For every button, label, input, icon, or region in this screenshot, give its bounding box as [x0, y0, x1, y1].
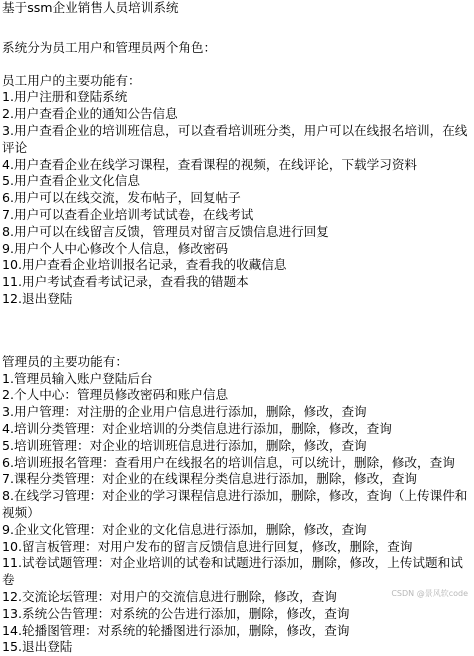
spacer: [2, 308, 472, 354]
admin-feature-item: 1.管理员输入账户登陆后台: [2, 370, 153, 386]
employee-feature-item: 3.用户查看企业的培训班信息，可以查看培训班分类，用户可以在线报名培训，在线评论: [2, 122, 468, 155]
employee-feature-item: 8.用户可以在线留言反馈，管理员对留言反馈信息进行回复: [2, 223, 329, 239]
employee-feature-item: 7.用户可以查看企业培训考试试卷，在线考试: [2, 206, 254, 222]
admin-feature-item: 3.用户管理：对注册的企业用户信息进行添加，删除，修改，查询: [2, 404, 367, 420]
spacer: [2, 57, 472, 73]
admin-feature-item: 4.培训分类管理：对企业培训的分类信息进行添加，删除，修改，查询: [2, 420, 392, 436]
employee-feature-item: 12.退出登陆: [2, 290, 73, 306]
admin-heading: 管理员的主要功能有：: [2, 353, 128, 369]
employee-feature-item: 2.用户查看企业的通知公告信息: [2, 106, 178, 122]
document-title: 基于ssm企业销售人员培训系统: [2, 0, 179, 15]
employee-feature-item: 11.用户考试查看考试记录，查看我的错题本: [2, 274, 249, 290]
admin-feature-item: 9.企业文化管理：对企业的文化信息进行添加，删除，修改，查询: [2, 521, 367, 537]
admin-feature-item: 6.培训班报名管理：查看用户在线报名的培训信息，可以统计，删除，修改，查询: [2, 454, 455, 470]
employee-feature-list: [2, 89, 472, 307]
employee-feature-item: 10.用户查看企业培训报名记录，查看我的收藏信息: [2, 257, 287, 273]
admin-feature-item: 11.试卷试题管理：对企业培训的试卷和试题进行添加，删除，修改，上传试题和试卷: [2, 555, 463, 588]
admin-feature-item: 5.培训班管理：对企业的培训班信息进行添加，删除，修改，查询: [2, 437, 367, 453]
admin-feature-item: 14.轮播图管理：对系统的轮播图进行添加，删除，修改，查询: [2, 622, 350, 638]
admin-feature-item: 13.系统公告管理：对系统的公告进行添加，删除，修改，查询: [2, 605, 350, 621]
employee-feature-item: 1.用户注册和登陆系统: [2, 89, 128, 105]
admin-feature-item: 12.交流论坛管理：对用户的交流信息进行删除，修改，查询: [2, 588, 337, 604]
admin-feature-list: [2, 371, 472, 656]
spacer: [2, 17, 472, 40]
admin-feature-item: 7.课程分类管理：对企业的在线课程分类信息进行添加，删除，修改，查询: [2, 471, 418, 487]
intro-text: 系统分为员工用户和管理员两个角色：: [2, 39, 217, 55]
employee-heading: 员工用户的主要功能有：: [2, 72, 141, 88]
admin-feature-item: 2.个人中心：管理员修改密码和账户信息: [2, 387, 229, 403]
admin-feature-item: 15.退出登陆: [2, 639, 73, 655]
document-body: [2, 0, 472, 656]
employee-feature-item: 4.用户查看企业在线学习课程，查看课程的视频，在线评论，下载学习资料: [2, 156, 418, 172]
employee-feature-item: 5.用户查看企业文化信息: [2, 173, 140, 189]
employee-feature-item: 6.用户可以在线交流，发布帖子，回复帖子: [2, 190, 241, 206]
employee-feature-item: 9.用户个人中心修改个人信息，修改密码: [2, 240, 229, 256]
admin-feature-item: 8.在线学习管理：对企业的学习课程信息进行添加，删除，修改，查询（上传课件和视频）: [2, 488, 468, 520]
csdn-watermark: CSDN @景风软code: [391, 589, 468, 598]
admin-feature-item: 10.留言板管理：对用户发布的留言反馈信息进行回复，修改，删除，查询: [2, 538, 413, 554]
